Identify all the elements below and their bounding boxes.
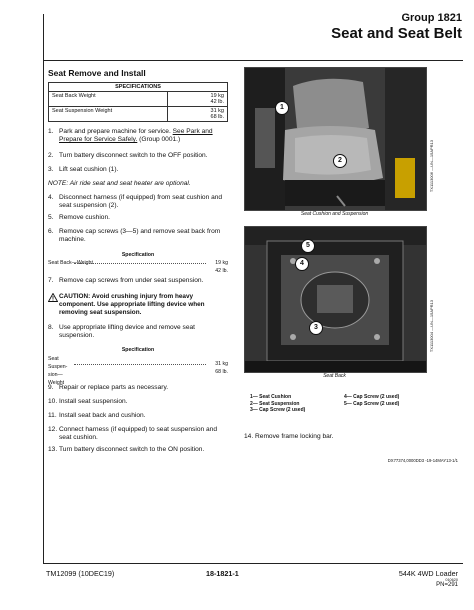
spec1-heading: Specification <box>121 252 155 258</box>
legend-item: 3— Cap Screw (2 used) <box>250 407 306 413</box>
figure-1-id: TX1113006 —UN—15APR13 <box>429 140 434 193</box>
legend-item: 1— Seat Cushion <box>250 394 292 400</box>
note: NOTE: Air ride seat and seat heater are optional. <box>48 180 191 187</box>
spec2-heading: Specification <box>121 347 155 353</box>
legend-right <box>344 394 399 407</box>
spec2-label: Seat Suspen-sion—Weight <box>48 356 68 386</box>
step-text: Turn battery disconnect switch to the ON position. <box>59 446 205 453</box>
step-text: Remove cap screws from under seat suspension. <box>59 277 204 284</box>
step-number: 14. <box>244 433 254 440</box>
warning-icon <box>48 293 59 305</box>
group-number: Group 1821 <box>401 12 462 24</box>
callout-4: 4 <box>295 257 309 271</box>
step-number: 4. <box>48 194 54 201</box>
callout-1: 1 <box>275 101 289 115</box>
step-number: 13. <box>48 446 58 453</box>
spec-value-metric: 31 kg <box>210 108 224 114</box>
step-number: 1. <box>48 128 54 135</box>
spec2-metric: 31 kg <box>215 361 228 367</box>
spec2-imperial: 68 lb. <box>215 369 228 375</box>
step-1 <box>48 128 228 144</box>
figure-2-caption: Seat Back <box>323 373 346 379</box>
footer-manual-id: TM12099 (10DEC19) <box>46 569 115 578</box>
footer-page-number: 18-1821-1 <box>206 569 239 578</box>
step-number: 12. <box>48 426 58 433</box>
step-9 <box>48 384 228 392</box>
caution-text: CAUTION: Avoid crushing injury from heavy component. Use appropriate lifting device when removing seat suspension. <box>59 293 205 316</box>
spec1-values <box>215 259 228 275</box>
spec-value <box>168 92 228 107</box>
spec2-row <box>48 355 228 387</box>
spec-table-heading: SPECIFICATIONS <box>49 83 228 92</box>
step-10 <box>48 398 228 406</box>
step-number: 9. <box>48 384 54 391</box>
spec1-metric: 19 kg <box>215 260 228 266</box>
left-margin-rule <box>43 14 44 564</box>
step-4 <box>48 194 228 210</box>
step-11 <box>48 412 228 420</box>
caution <box>48 293 228 317</box>
step-text: Park and prepare machine for service. <box>59 128 171 135</box>
document-reference: DX77374,0000DD3 -19-14MAY13-1/1 <box>387 458 458 463</box>
seat-back-illustration <box>245 227 426 372</box>
step-12 <box>48 426 228 442</box>
legend-item: 5— Cap Screw (2 used) <box>344 400 400 407</box>
step-text: Turn battery disconnect switch to the OFF position. <box>59 152 208 159</box>
table-row <box>49 92 228 107</box>
step-text: Remove cushion. <box>59 214 110 221</box>
step-6 <box>48 228 228 244</box>
leader-dots <box>74 263 206 264</box>
step-number: 6. <box>48 228 54 235</box>
step-14 <box>244 433 434 441</box>
page-title: Seat and Seat Belt <box>331 25 462 42</box>
legend-left <box>250 394 305 414</box>
spec-value-imperial: 68 lb. <box>210 114 224 120</box>
spec1-row <box>48 259 228 274</box>
spec-label: Seat Suspension Weight <box>49 107 168 122</box>
section-title: Seat Remove and Install <box>48 68 146 78</box>
step-13 <box>48 446 228 454</box>
procedure-steps <box>48 128 233 458</box>
step-number: 7. <box>48 277 54 284</box>
footer-model <box>399 569 458 588</box>
step-number: 2. <box>48 152 54 159</box>
seat-cushion-illustration <box>245 68 426 210</box>
park-and-prepare-link[interactable]: See Park and Prepare for Service Safely. <box>59 128 213 143</box>
step-text: Use appropriate lifting device and remove seat suspension. <box>59 324 195 339</box>
step-number: 3. <box>48 166 54 173</box>
specifications-table <box>48 82 228 122</box>
footer-model-name: 544K 4WD Loader <box>398 569 458 578</box>
step-number: 10. <box>48 398 58 405</box>
callout-5: 5 <box>301 239 315 253</box>
step-8 <box>48 324 228 340</box>
spec-value <box>168 107 228 122</box>
step-text-tail: (Group 0001.) <box>139 136 181 143</box>
leader-dots <box>74 364 206 365</box>
callout-2: 2 <box>333 154 347 168</box>
step-number: 8. <box>48 324 54 331</box>
step-7 <box>48 277 228 285</box>
step-text: Repair or replace parts as necessary. <box>59 384 169 391</box>
table-row <box>49 107 228 122</box>
step-text: Install seat suspension. <box>59 398 128 405</box>
legend-item: 4— Cap Screw (2 used) <box>344 394 400 400</box>
figure-2-id: TX1113004 —UN—15APR13 <box>429 300 434 353</box>
svg-text:!: ! <box>52 296 54 302</box>
step-number: 5. <box>48 214 54 221</box>
step-text: Disconnect harness (if equipped) from seat cushion and seat suspension (2). <box>59 194 223 209</box>
group-header <box>331 12 462 42</box>
step-text: Install seat back and cushion. <box>59 412 146 419</box>
step-2 <box>48 152 228 160</box>
step-text: Remove cap screws (3—5) and remove seat back from machine. <box>59 228 221 243</box>
step-text: Connect harness (if equipped) to seat suspension and seat cushion. <box>59 426 217 441</box>
spec1-imperial: 42 lb. <box>215 268 228 274</box>
step-text: Lift seat cushion (1). <box>59 166 119 173</box>
spec-table-header-row <box>49 83 228 92</box>
spec1-label: Seat Back—Weight <box>48 260 93 266</box>
figure-1-caption: Seat Cushion and Suspension <box>300 211 369 217</box>
step-text: Remove frame locking bar. <box>255 433 334 440</box>
footer-rule <box>43 563 463 564</box>
footer-date-code: 010620 <box>445 578 458 582</box>
legend-item: 2— Seat Suspension <box>250 400 300 407</box>
footer-pn: PN=291 <box>436 582 458 588</box>
callout-3: 3 <box>309 321 323 335</box>
seat-back-photo <box>244 226 427 373</box>
seat-cushion-photo <box>244 67 427 211</box>
step-number: 11. <box>48 412 57 419</box>
spec-value-imperial: 42 lb. <box>210 99 224 105</box>
spec2-values <box>215 360 228 376</box>
step-5 <box>48 214 228 222</box>
header-rule <box>43 60 463 61</box>
spec-value-metric: 19 kg <box>210 93 224 99</box>
step-3 <box>48 166 228 174</box>
spec-label: Seat Back Weight <box>49 92 168 107</box>
